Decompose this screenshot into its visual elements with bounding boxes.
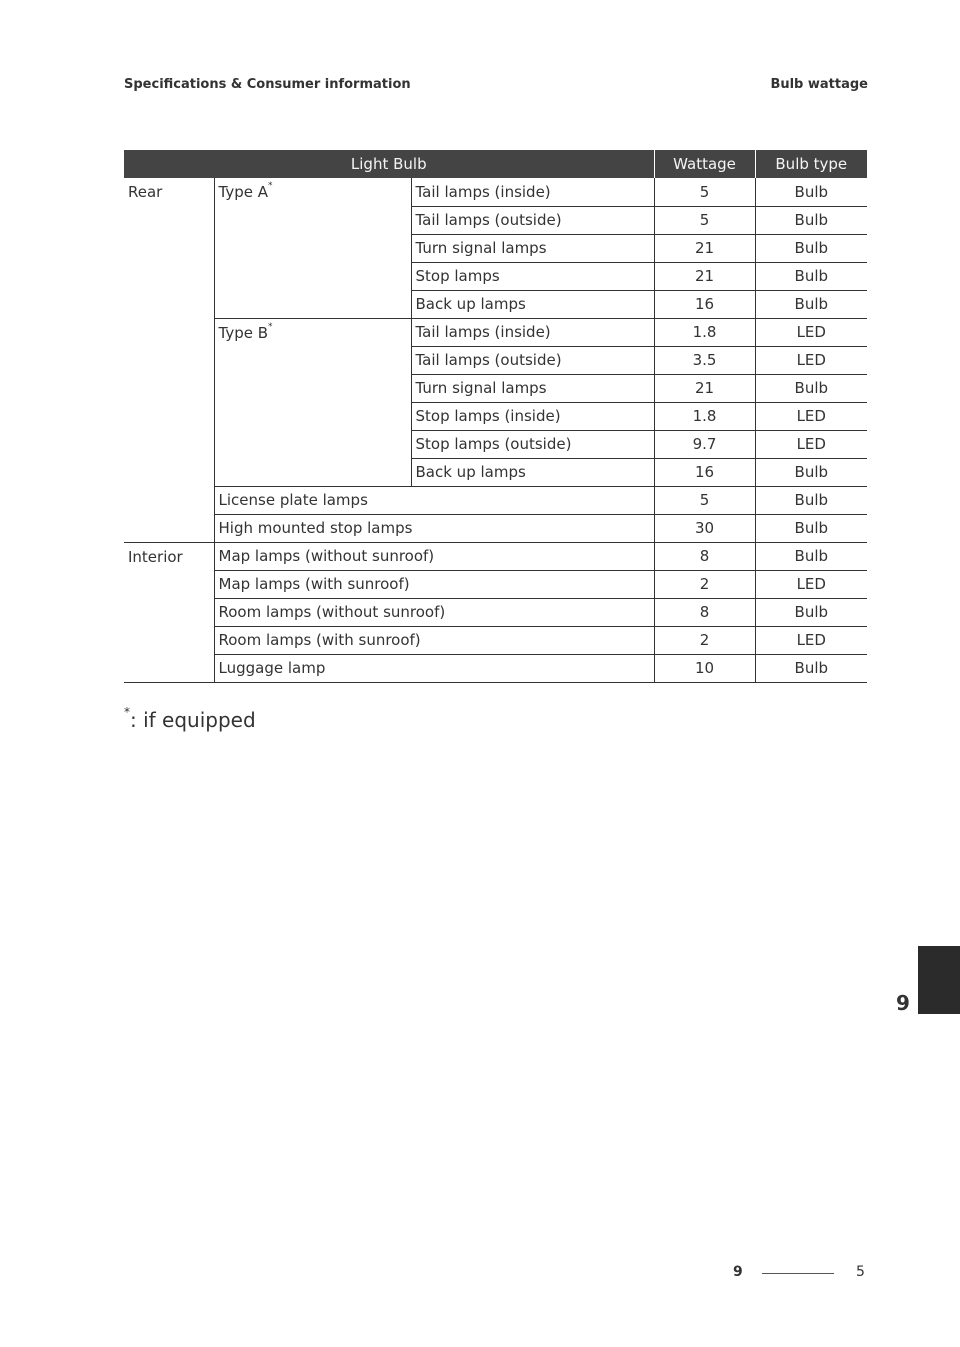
lamp-bulb-type: LED (755, 570, 867, 598)
footnote-marker: * (268, 321, 273, 332)
table-row (124, 486, 867, 514)
lamp-wattage: 21 (654, 234, 755, 262)
lamp-name: Room lamps (with sunroof) (214, 626, 654, 654)
lamp-wattage: 5 (654, 206, 755, 234)
lamp-bulb-type: Bulb (755, 542, 867, 570)
table-row (124, 570, 867, 598)
lamp-wattage: 21 (654, 262, 755, 290)
lamp-name: Map lamps (without sunroof) (214, 542, 654, 570)
lamp-name: Luggage lamp (214, 654, 654, 682)
column-header-wattage: Wattage (654, 150, 755, 178)
lamp-wattage: 16 (654, 458, 755, 486)
lamp-bulb-type: LED (755, 318, 867, 346)
lamp-bulb-type: LED (755, 346, 867, 374)
lamp-name: Back up lamps (411, 458, 654, 486)
lamp-bulb-type: Bulb (755, 514, 867, 542)
lamp-name: Tail lamps (outside) (411, 346, 654, 374)
lamp-wattage: 9.7 (654, 430, 755, 458)
lamp-name: Stop lamps (outside) (411, 430, 654, 458)
footer-chapter-number: 9 (733, 1264, 743, 1280)
header-section-title: Specifications & Consumer information (124, 77, 411, 92)
lamp-bulb-type: LED (755, 430, 867, 458)
lamp-bulb-type: LED (755, 626, 867, 654)
lamp-wattage: 16 (654, 290, 755, 318)
subcategory-type-b (214, 318, 411, 486)
footnote-marker: * (124, 705, 130, 719)
type-b-label: Type B (218, 323, 269, 342)
lamp-wattage: 10 (654, 654, 755, 682)
lamp-name: Turn signal lamps (411, 234, 654, 262)
lamp-name: License plate lamps (214, 486, 654, 514)
lamp-wattage: 2 (654, 570, 755, 598)
lamp-wattage: 3.5 (654, 346, 755, 374)
lamp-name: Back up lamps (411, 290, 654, 318)
category-interior: Interior (124, 542, 214, 682)
lamp-wattage: 2 (654, 626, 755, 654)
table-header-row (124, 150, 867, 178)
lamp-bulb-type: Bulb (755, 262, 867, 290)
lamp-bulb-type: LED (755, 402, 867, 430)
bulb-wattage-table (124, 150, 867, 683)
chapter-tab (918, 946, 960, 1014)
lamp-wattage: 30 (654, 514, 755, 542)
footnote-text: : if equipped (130, 708, 256, 732)
lamp-name: Map lamps (with sunroof) (214, 570, 654, 598)
subcategory-type-a (214, 178, 411, 318)
lamp-name: Stop lamps (411, 262, 654, 290)
lamp-name: Tail lamps (inside) (411, 178, 654, 206)
lamp-wattage: 5 (654, 486, 755, 514)
lamp-bulb-type: Bulb (755, 374, 867, 402)
table-row (124, 318, 867, 346)
table-row (124, 598, 867, 626)
lamp-bulb-type: Bulb (755, 486, 867, 514)
lamp-name: Tail lamps (outside) (411, 206, 654, 234)
column-header-bulb-type: Bulb type (755, 150, 867, 178)
table-row (124, 626, 867, 654)
category-rear: Rear (124, 178, 214, 542)
footer-divider (762, 1273, 834, 1274)
lamp-wattage: 5 (654, 178, 755, 206)
lamp-bulb-type: Bulb (755, 598, 867, 626)
lamp-wattage: 8 (654, 598, 755, 626)
table-row (124, 514, 867, 542)
chapter-tab-number: 9 (896, 991, 910, 1015)
type-a-label: Type A (218, 183, 268, 201)
lamp-wattage: 8 (654, 542, 755, 570)
table-row (124, 178, 867, 206)
lamp-bulb-type: Bulb (755, 458, 867, 486)
table-row (124, 542, 867, 570)
lamp-bulb-type: Bulb (755, 206, 867, 234)
column-header-light-bulb: Light Bulb (124, 150, 654, 178)
lamp-wattage: 21 (654, 374, 755, 402)
footnote-marker: * (267, 181, 273, 191)
footer-page-number: 5 (856, 1264, 865, 1280)
lamp-wattage: 1.8 (654, 318, 755, 346)
lamp-bulb-type: Bulb (755, 234, 867, 262)
lamp-name: High mounted stop lamps (214, 514, 654, 542)
footnote (124, 705, 256, 732)
lamp-name: Tail lamps (inside) (411, 318, 654, 346)
lamp-name: Stop lamps (inside) (411, 402, 654, 430)
lamp-name: Room lamps (without sunroof) (214, 598, 654, 626)
lamp-bulb-type: Bulb (755, 290, 867, 318)
header-page-topic: Bulb wattage (770, 77, 868, 92)
table-row (124, 654, 867, 682)
lamp-wattage: 1.8 (654, 402, 755, 430)
lamp-name: Turn signal lamps (411, 374, 654, 402)
lamp-bulb-type: Bulb (755, 654, 867, 682)
lamp-bulb-type: Bulb (755, 178, 867, 206)
